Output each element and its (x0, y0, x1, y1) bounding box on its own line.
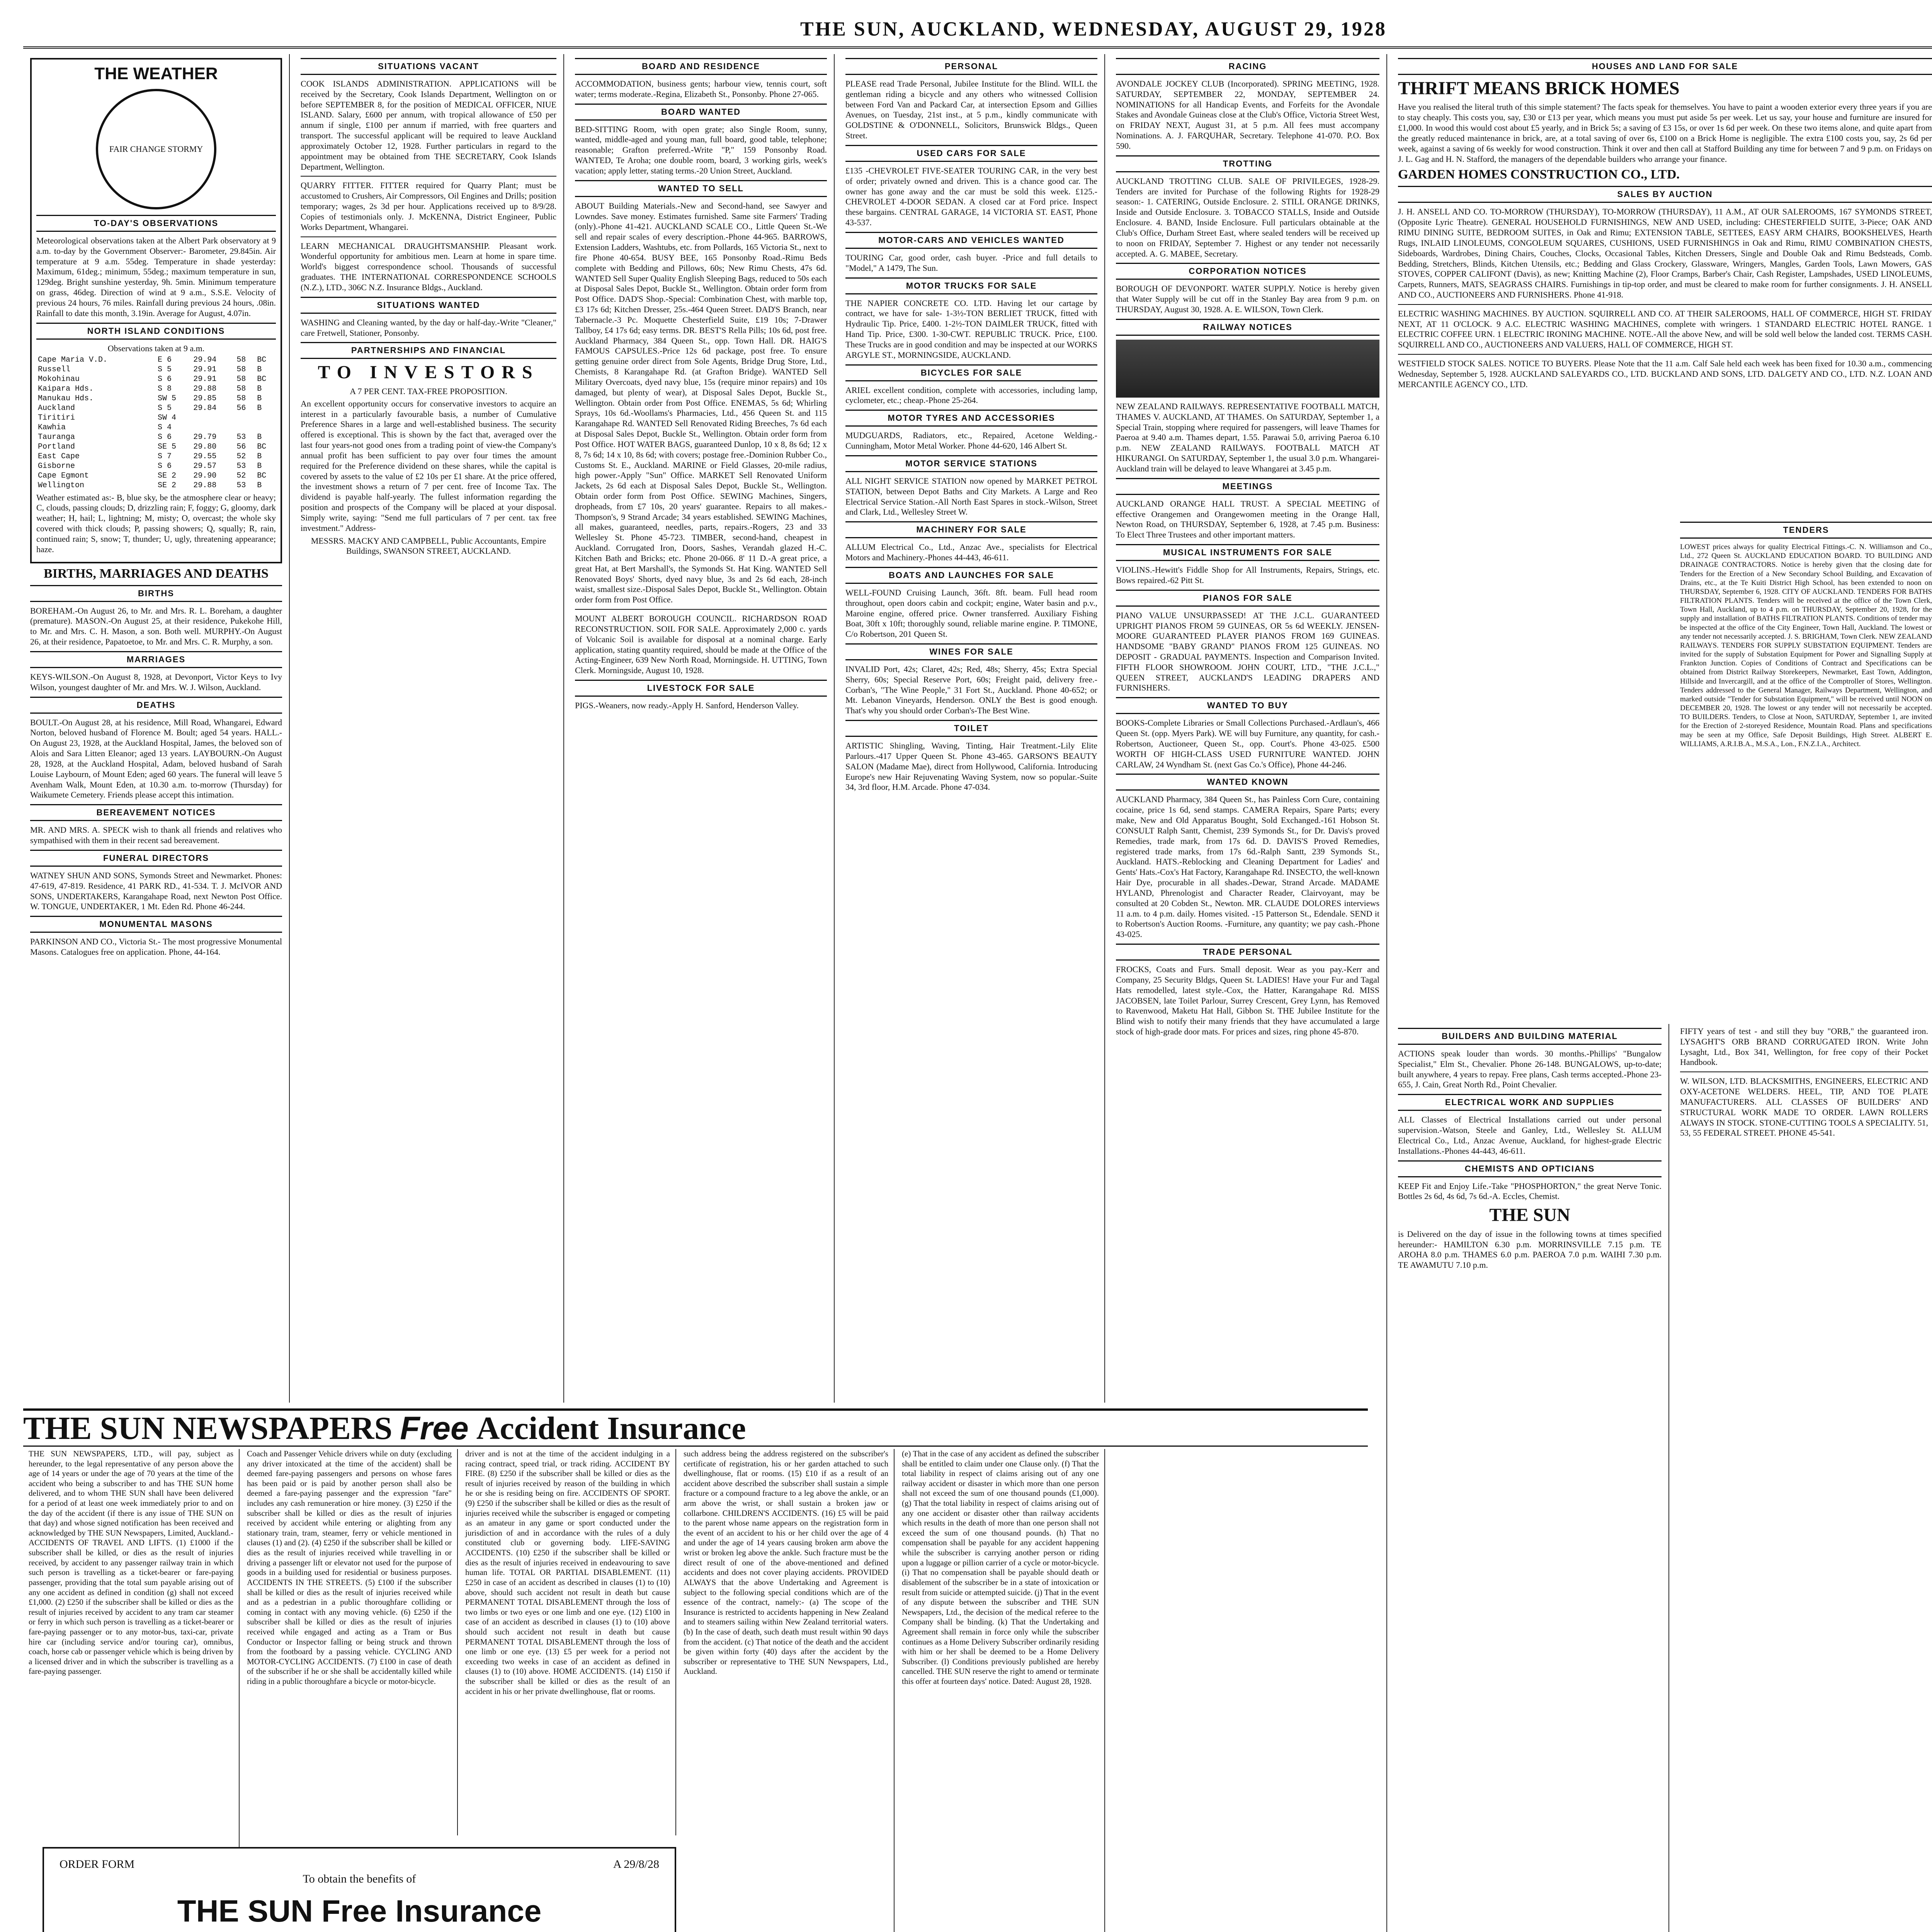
weather-cell: 29.85 (193, 394, 217, 403)
sun-delivery-title: THE SUN (1489, 1205, 1570, 1226)
chem-text: KEEP Fit and Enjoy Life.-Take "PHOSPHORTON," the great Nerve Tonic. Bottles 2s 6d, 4s 6d, 7s 6d.-A. Eccles, Chemist. (1398, 1181, 1662, 1201)
weather-row (36, 452, 276, 461)
weather-cell: B (257, 394, 262, 403)
weather-row (36, 365, 276, 374)
music-heading: MUSICAL INSTRUMENTS FOR SALE (1116, 544, 1379, 561)
bmd-title: BIRTHS, MARRIAGES AND DEATHS (44, 566, 269, 581)
weather-cell: S 6 (157, 432, 172, 442)
weather-cell: B (257, 403, 262, 413)
weather-cell: 58 (236, 355, 246, 364)
boats-heading: BOATS AND LAUNCHES FOR SALE (845, 567, 1097, 584)
weather-cell: 29.84 (193, 403, 217, 413)
trade-heading: TRADE PERSONAL (1116, 944, 1379, 961)
weather-cell: 56 (236, 442, 246, 451)
weather-cell: 53 (236, 481, 246, 490)
weather-cell: Portland (38, 442, 75, 451)
tenders-text: LOWEST prices always for quality Electrical Fittings.-C. N. Williamson and Co., Ltd., 272 Queen St. AUCKLAND EDUCATION BOARD. TO BUILDING AND DRAINAGE CONTRACTORS. Notice is hereby given that the closing date for Tenders for the Erection of a New Secondary School Building, and Excavation of Drains, etc., at the Te Kuiti District High School, has been extended to noon on THURSDAY, September 6, 1928. CITY OF AUCKLAND. TENDERS FOR BATHS FILTRATION PLANTS. Tenders will be received at the office of the Town Clerk, Town Hall, Auckland, up to 4 p.m. on THURSDAY, September 20, 1928, for the supply and installation of BATHS FILTRATION PLANTS. Conditions of tender may be inspected at the office of the City Engineer, Town Hall, Auckland. The lowest or any tender not necessarily accepted. J. S. BRIGHAM, Town Clerk. NEW ZEALAND RAILWAYS. TENDERS FOR SUPPLY SUBSTATION EQUIPMENT. Tenders are invited for the supply of Substation Equipment for Power and Signalling Supply at Frankton Junction. Copies of Conditions of Contract and Specifications can be obtained from District Railway Storekeepers, Newmarket, East Town, Addington, Hillside and Invercargill, and at the office of the Comptroller of Stores, Wellington. Tenders addressed to the General Manager, Railways Department, Wellington, and marked outside "Tender for Substation Equipment," will be received until NOON on DECEMBER 20, 1928. The lowest or any tender will not necessarily be accepted. TO BUILDERS. Tenders, to Close at Noon, SATURDAY, September 1, are invited for the Erection of 2-storeyed Residence, Mountain Road. Plans and specifications may be seen at my Office, Safe Deposit Buildings, High Street. ALBERT E. WILLIAMS, A.R.I.B.A., M.S.A., Lon., F.N.Z.I.A., Architect. (1680, 543, 1932, 748)
weather-cell: Cape Egmont (38, 471, 89, 480)
weather-row (36, 461, 276, 471)
bbm-text: ACTIONS speak louder than words. 30 months.-Phillips' "Bungalow Specialist," Elm St., Chevalier. Phone 26-148. BUNGALOWS, up-to-date; built anywhere, 4 years to repay. Free plans, Cash terms accepted.-Phone 23-655, J. Cain, Great North Rd., Point Chevalier. (1398, 1049, 1662, 1090)
racing-text: AVONDALE JOCKEY CLUB (Incorporated). SPRING MEETING, 1928. SATURDAY, SEPTEMBER 22, MONDAY, SEPTEMBER 24. NOMINATIONS for all Handicap Events, and Forfeits for the Avondale Stakes and Avondale Guineas close at the Club's Office, Victoria Street West, on FRIDAY NEXT, August 31, at 5 p.m. All fees must accompany Nominations. A. J. FARQUHAR, Secretary. Telephone 41-070. P.O. Box 590. (1116, 79, 1379, 151)
weather-row (36, 403, 276, 413)
weather-table (36, 355, 276, 490)
weather-cell: Gisborne (38, 461, 75, 471)
toilet-heading: TOILET (845, 720, 1097, 737)
weather-cell: Mokohinau (38, 374, 80, 384)
insurance-col-5: (e) That in the case of any accident as defined the subscriber shall be entitled to claim under one Clause only. (f) That the total liability in respect of claims arising out of any one railway accident or disaster in which more than one person shall not exceed the sum of one thousand pounds (£1,000). (g) That the total liability in respect of claims arising out of any one accident or disaster other than railway accidents which results in the death of more than one person shall not exceed the sum of one thousand pounds. (h) That no compensation shall be payable for any accident happening while the subscriber is carrying another person or riding upon a luggage or pillion carrier of a cycle or motor-bicycle. (i) That no compensation shall be payable should death or disablement of the subscriber be in a state of intoxication or result from suicide or attempted suicide. (j) That in the event of any dispute between the subscriber and THE SUN Newspapers, Ltd., the decision of the medical referee to the Company shall be binding. (k) That the Undertaking and Agreement shall remain in force only while the subscriber continues as a Home Delivery Subscriber ordinarily residing with him or her shall be deemed to be a Home Delivery Subscriber. (l) Conditions previously published are hereby cancelled. THE SUN reserve the right to amend or terminate this offer at fourteen days' notice. Dated: August 28, 1928. (896, 1449, 1105, 1932)
weather-cell: S 6 (157, 374, 172, 384)
machinery-text: ALLUM Electrical Co., Ltd., Anzac Ave., specialists for Electrical Motors and Machinery.-Phones 44-443, 46-611. (845, 542, 1097, 563)
bbm-heading: BUILDERS AND BUILDING MATERIAL (1398, 1028, 1662, 1045)
weather-cell (192, 413, 235, 423)
borough-notice: MOUNT ALBERT BOROUGH COUNCIL. RICHARDSON ROAD RECONSTRUCTION. SOIL FOR SALE. Approximately 2,000 c. yards of Volcanic Soil is available for disposal at a nominal charge. Early application, stating quantity required, should be made at the Office of the Acting-Engineer, 639 New North Road, Morningside. H. UTTING, Town Clerk. Morningside, August 10, 1928. (575, 614, 827, 675)
barometer-dial-icon (96, 89, 216, 209)
livestock-text: PIGS.-Weaners, now ready.-Apply H. Sanford, Henderson Valley. (575, 701, 799, 711)
weather-cell: S 5 (157, 403, 172, 413)
sell-text: ABOUT Building Materials.-New and Second-hand, see Sawyer and Lowndes. Save money. Estimates furnished. Same site Farmers' Trading (only).-Phone 41-421. AUCKLAND SCALE CO., Little Queen St.-We sell and repair scales of every description.-Phone 44-965. BARROWS, Extension Ladders, Washtubs, etc. from Pollards, 165 Victoria St., next to fire Phone 40-654. BUSY BEE, 165 Ponsonby Road.-Rimu Beds complete with Bedding and Pillows, 60s; New Rimu Chests, 47s 6d. WANTED Sell Super Quality English Sleeping Bags, reduced to 50s each at Disposal Sales Depot, Buckle St., Wellington. Obtain order form from Post Office. DAD'S Shop.-Special: Combination Chest, with marble top, £3 17s 6d; Kitchen Dresser, 25s.-464 Queen Street. DAD'S Branch, near Tabernacle.-3 Pc. Moquette Chesterfield Suite, £19 10s; 7-Drawer Tallboy, £4 17s 6d; easy terms. DR. BEST'S Rella Pills; 10s 6d, post free. Auckland Pharmacy, 384 Queen St., opp. Town Hall. DR. HAIG'S FAMOUS CAPSULES.-Price 12s 6d package, post free. To ensure getting genuine order direct from Sole Agents, Bridge Drug Store, Ltd., Chemists, 8 Karangahape Rd. (at Grafton Bridge). WANTED Sell Military Overcoats, dyed navy blue, 15s (require minor repairs) and 10s damaged, but plenty of wear), at Disposal Sales Depot, Buckle St., Wellington. Obtain order from Post Office. ENEMAS, 5s 6d; Whirling Sprays, 10s 6d.-Woollams's Pharmacies, Ltd., 456 Queen St. and 115 Karangahape Rd. WANTED Sell Renovated Riding Breeches, 7s 6d each at Disposal Sales Depot, Buckle St., Wellington. Obtain order form from Post Office. HOT WATER BAGS, guaranteed Dunlop, 10 x 8, 8s 6d; 12 x 8, 7s 6d; 14 x 10, 8s 6d; with covers; postage free.-Dominion Rubber Co., Customs St. E., Auckland. MARINE or Field Glasses, 20-mile radius, high power.-Apply "Sun" Office. MARKET Sell Renovated Uniform Jackets, 2s 6d each at Disposal Sales Depot, Buckle St., Wellington. Obtain order form from Post Office. SEWING Machines, Singers, dropheads, from £7 10s, 20 years' guarantee. Repairs to all makes.-Thompson's, 9 Strand Arcade; 34 years established. SEWING Machines, all makes, guaranteed, needles, parts, repairs.-Rogers, 23 and 33 Wellesley St. Phone 45-723. TIMBER, second-hand, cheapest in Auckland. Corrugated Iron, Doors, Sashes, Verandah glazed H.-C. Kitchen Bath and Bricks; etc. Phone 20-066. 8' 11 D.-A great price, a great Hat, at Bert Marshall's, the Symonds St. Hat King. WANTED Sell Renovated Boys' Shorts, dyed navy blue, 3s and 2s 6d each, 28-inch waist, smallest size.-Disposal Sales Depot, Buckle St., Wellington. Obtain order form from Post Office. (575, 201, 827, 605)
investors-address: MESSRS. MACKY AND CAMPBELL, Public Accountants, Empire Buildings, SWANSON STREET, AUCKLAND. (311, 536, 546, 556)
thrift-title: THRIFT MEANS BRICK HOMES (1398, 78, 1680, 99)
column-weather (23, 54, 290, 1403)
bw-heading: BOARD WANTED (575, 104, 827, 121)
weather-cell (235, 413, 255, 423)
orb-ad: FIFTY years of test - and still they buy "ORB," the guaranteed iron. LYSAGHT'S ORB BRAND CORRUGATED IRON. Write John Lysaght, Ltd., Box 341, Wellington, for free copy of their Pocket Handbook. (1680, 1026, 1928, 1067)
weather-cell: Kaipara Hds. (38, 384, 94, 393)
weather-row (36, 384, 276, 394)
weather-cell: BC (257, 374, 267, 384)
obs-text: Meteorological observations taken at the Albert Park observatory at 9 a.m. to-day by the Government Observer:- Barometer, 29.845in. Air temperature at 9 a.m. 55deg. Temperature in shade yesterday: Maximum, 61deg.; minimum, 55deg.; maximum temperature in sun, 129deg. Bright sunshine yesterday, 9h. 5min. Minimum temperature on grass, 46deg. Direction of wind at 9 a.m., S.S.E. Velocity of previous 24 hours, 76 miles. Rainfall during previous 24 hours, .08in. Rainfall to date this month, 3.19in. Average for August, 4.07in. (36, 236, 276, 318)
weather-cell (235, 423, 255, 432)
banner-free: Free (400, 1410, 469, 1446)
column-personal (838, 54, 1105, 1403)
service-heading: MOTOR SERVICE STATIONS (845, 455, 1097, 472)
weather-cell: Kawhia (38, 423, 66, 432)
known-text: AUCKLAND Pharmacy, 384 Queen St., has Painless Corn Cure, containing cocaine, price 1s 6d, send stamps. CAMERA Repairs, Spare Parts; every make, New and Old Apparatus Bought, Sold Exchanged.-161 Hobson St. CONSULT Ralph Santt, Chemist, 239 Symonds St., for Dr. Davis's proved Remedies, trade mark, from 17s 6d. D. DAVIS'S Proved Remedies, registered trade marks, from 17s 6d.-Ralph Santt, 239 Symonds St., Auckland. HATS.-Reblocking and Cleaning Department for Ladies' and Gents' Hats.-Cox's Hat Factory, Karangahape Rd. INSECTO, the well-known Hair Dye, procurable in all shades.-Dewar, Strand Arcade. MADAME HYLAND, Phrenologist and Character Reader, Clairvoyant, may be consulted at 20 Cobden St., Newton. MR. CLAUDE DOLORES interviews 11 a.m. to 4 p.m. daily. Homes visited. -15 Patterson St., Edendale. SEND it to Robertson's Auction Rooms. -Furniture, any quantity; we pay cash.-Phone 43-025. (1116, 794, 1379, 939)
weather-cell: B (257, 365, 262, 374)
weather-cell: Wellington (38, 481, 85, 490)
weather-cell: 58 (236, 365, 246, 374)
weather-row (36, 471, 276, 481)
weather-cell: SW 5 (157, 394, 176, 403)
column-tenders (1673, 518, 1932, 1020)
buy-text: BOOKS-Complete Libraries or Small Collections Purchased.-Ardlaun's, 466 Queen St. (opp. Myers Park). WE will buy Furniture, any quantity, for cash.-Robertson, Auctioneer, Queen St., opp. Court's. Phone 43-025. £500 WORTH OF HIGH-CLASS USED FURNITURE WANTED. JOHN CARLAW, 24 Wyndham St. (next Gas Co.'s Office), Phone 44-246. (1116, 718, 1379, 769)
column-racing (1109, 54, 1387, 1932)
pianos-heading: PIANOS FOR SALE (1116, 590, 1379, 607)
weather-cell: 52 (236, 452, 246, 461)
weather-cell: B (257, 384, 262, 393)
weather-row (36, 423, 276, 432)
buy-heading: WANTED TO BUY (1116, 697, 1379, 714)
weather-row (36, 413, 276, 423)
column-board (568, 54, 835, 1403)
houses-heading: HOUSES AND LAND FOR SALE (1398, 58, 1932, 75)
deaths-text: BOULT.-On August 28, at his residence, Mill Road, Whangarei, Edward Norton, beloved husband of Florence M. Boult; aged 54 years. HALL.-On August 23, 1928, at the Auckland Hospital, James, the beloved son of Alois and Sara Litten Eleanor; aged 13 years. LAYBOURN.-On August 28, 1928, at the Auckland Hospital, Adam, beloved husband of Sarah Louise Laybourn, of Mount Eden; aged 60 years. The funeral will leave 5 Avenham Walk, Mount Eden, at 10.30 a.m. to-morrow (Thursday) for Waikumete Cemetery. Friends please accept this intimation. (30, 717, 282, 800)
weather-cell: 29.79 (193, 432, 217, 442)
births-heading: BIRTHS (30, 585, 282, 602)
rail-text: NEW ZEALAND RAILWAYS. REPRESENTATIVE FOOTBALL MATCH, THAMES V. AUCKLAND, AT THAMES. On SATURDAY, September 1, a Special Train, stopping where required for passengers, will leave Thames for Paeroa at 9.40 a.m. Thames depart, 1.55. Parawai 5.0, arriving Paeroa 6.10 p.m. NEW ZEALAND RAILWAYS. FOOTBALL MATCH AT HIKURANGI. On SATURDAY, September 1, the usual 3.0 p.m. Whangarei-Auckland train will be delayed to leave Whangarei at 3.45 p.m. (1116, 401, 1379, 473)
learn-ad: LEARN MECHANICAL DRAUGHTSMANSHIP. Pleasant work. Wonderful opportunity for ambitious men. Learn at home in spare time. World's biggest correspondence school. Thousands of successful graduates. THE INTERNATIONAL CORRESPONDENCE SCHOOLS (N.Z.), LTD., 306C N.Z. Insurance Bldgs., Auckland. (301, 241, 556, 292)
pianos-text: PIANO VALUE UNSURPASSED! AT THE J.C.L. GUARANTEED UPRIGHT PIANOS FROM 59 GUINEAS, OR 5s 6d WEEKLY. JENSEN-MOORE GUARANTEED PLAYER PIANOS FROM 169 GUINEAS. HANDSOME "BABY GRAND" PIANOS FROM 125 GUINEAS. NO DEPOSIT - GRADUAL PAYMENTS. Inspection and Comparison Invited. FIFTH FLOOR SHOWROOM. JOHN COURT, LTD., "THE J.C.L.," QUEEN STREET, AUCKLAND'S LEADING DRAPERS AND FURNISHERS. (1116, 610, 1379, 693)
weather-cell: 29.91 (193, 365, 217, 374)
partner-heading: PARTNERSHIPS AND FINANCIAL (301, 342, 556, 359)
order-obtain: To obtain the benefits of (303, 1872, 416, 1885)
weather-cell: 29.55 (193, 452, 217, 461)
thrift-text: Have you realised the literal truth of this simple statement? The facts speak for themselves. You have to paint a wooden exterior every three years if you are to stay cheaply. This costs you, say, £30 or £13 per year, which means you must put aside 5s per week. Let us say, your house and furniture are insured for £1,000. In wood this would cost about £5 yearly, and in Brick 5s; a saving of £3 15s, or over 1s 6d per week. On these two items alone, and quite apart from the greatly reduced maintenance in brick, are, at a total saving of over 6s, £100 on a Brick Home is negligible. The extra £100 costs you, say, 2s 6d per week, against a saving of 6s weekly for wood construction. Think it over and then call at Stafford Building any time for between 7 and 9 p.m. on Fridays on J. L. Gag and H. N. Stafford, the managers of the dependable builders who arrange your finance. (1398, 102, 1932, 164)
insurance-col-1: THE SUN NEWSPAPERS, LTD., will pay, subject as hereunder, to the legal representative of any person above the age of 14 years or under the age of 70 years at the time of the accident who being a subscriber to and has THE SUN home delivered, and to whom THE SUN shall have been delivered for a period of at least one week immediately prior to and on the day of the accident (if there is any issue of THE SUN on that day) and whose signed notification has been received and acknowledged by THE SUN Newspapers, Limited, Auckland.- ACCIDENTS OF TRAVEL AND LIFTS. (1) £1000 if the subscriber shall be killed, or dies as the result of injuries received, by accident to any passenger railway train in which such person is travelling as a ticket-bearer or fare-paying passenger, providing that the total sum payable arising out of any one accident as defined in condition (g) shall not exceed £1,000. (2) £250 if the subscriber shall be killed or dies as the result of injuries received by accident to any tram car steamer or ferry in which such person is travelling as a ticket-bearer or fare-paying passenger or to any motor-bus, taxi-car, private hire car (including service and/or touring car), omnibus, coach, horse cab or passenger vehicle which is being driven by a licensed driver and in which the subscriber is travelling as a fare-paying passenger. (23, 1449, 240, 1847)
board-heading: BOARD AND RESIDENCE (575, 58, 827, 75)
racing-heading: RACING (1116, 58, 1379, 75)
weather-cell: Russell (38, 365, 71, 374)
weather-cell: B (257, 452, 262, 461)
weather-cell: 29.88 (193, 384, 217, 393)
ni-sub: Observations taken at 9 a.m. (107, 343, 205, 353)
weather-cell: Manukau Hds. (38, 394, 94, 403)
train-illustration-icon (1116, 340, 1379, 398)
banner-part-b: Accident Insurance (476, 1410, 746, 1446)
weather-row (36, 394, 276, 403)
mcv-text: TOURING Car, good order, cash buyer. -Price and full details to "Model," A 1479, The Sun. (845, 252, 1097, 273)
bereave-text: MR. AND MRS. A. SPECK wish to thank all friends and relatives who sympathised with them in their recent sad bereavement. (30, 825, 282, 845)
weather-cell: Tauranga (38, 432, 75, 442)
masthead-title: THE SUN, AUCKLAND, WEDNESDAY, AUGUST 29, 1928 (800, 18, 1387, 40)
ew-heading: ELECTRICAL WORK AND SUPPLIES (1398, 1094, 1662, 1111)
monumental-text: PARKINSON AND CO., Victoria St.- The most progressive Monumental Masons. Catalogues free on application. Phone, 44-164. (30, 937, 282, 957)
marriages-heading: MARRIAGES (30, 651, 282, 668)
weather-cell: B (257, 461, 262, 471)
weather-cell: 29.91 (193, 374, 217, 384)
weather-cell (192, 423, 235, 432)
auction-text: J. H. ANSELL AND CO. TO-MORROW (THURSDAY), TO-MORROW (THURSDAY), 11 A.M., AT OUR SALEROOMS, 167 SYMONDS STREET, (Opposite Lyric Theatre). GENERAL HOUSEHOLD FURNISHINGS, NEW AND USED, including: CHESTERFIELD SUITE, 3-Piece; OAK AND RIMU DINING SUITE, BEDROOM SUITES, in Oak and Rimu; EXTENSION TABLE, SETTEES, EASY ARM CHAIRS, BOOKSHELVES, Hearth Rugs, INLAID LINOLEUMS, CONGOLEUM SQUARES, CUSHIONS, USED FURNISHINGS in Oak and Rimu, RIMU COMBINATION CHESTS, Sideboards, Wardrobes, Dining Chairs, Couches, Clocks, Occasional Tables, Kitchen Dressers, Single and Double Oak and Rimu Bedsteads, Comb. Bedding, Stretchers, Blinds, Kitchen Utensils, etc.; Bedding and Glass Crockery, Glassware, Wringers, Mangles, Garden Tools, Lawn Mowers, GAS STOVES, COPPER CALIFONT (Davis), as new; Knitting Machine (2), Floor Cramps, Barber's Chair, Cash Register, Lampshades, USED LINOLEUMS, Carpets, Runners, MATS, SEAGRASS CHAIRS. Furnishings in tip-top order, and must be cleared to make room for further consignments. J. H. ANSELL AND CO., AUCTIONEERS AND FURNISHERS. Phone 41-918. (1398, 207, 1932, 299)
auction-heading: SALES BY AUCTION (1398, 186, 1932, 203)
bicycles-text: ARIEL excellent condition, complete with accessories, including lamp, cyclometer, etc.; cheap.-Phone 25-264. (845, 385, 1097, 405)
rail-heading: RAILWAY NOTICES (1116, 319, 1379, 336)
weather-cell: B (257, 432, 262, 442)
insurance-col-2: Coach and Passenger Vehicle drivers while on duty (excluding any driver intoxicated at the time of the accident) shall be deemed fare-paying passengers and persons on whose fares has been paid or is paid by another person shall also be deemed a fare-paying passenger and the expression "fare" includes any cash remuneration or hire money. (3) £250 if the subscriber shall be killed or dies as the result of injuries received by accident while entering or alighting from any stationary train, tram, steamer, ferry or vehicle mentioned in clauses (1) and (2). (4) £250 if the subscriber shall be killed or dies as the result of injuries received while travelling in or driving a passenger lift or elevator not used for the purpose of goods in a building used for residential or business purposes. ACCIDENTS IN THE STREETS. (5) £100 if the subscriber shall be killed or dies as the result of injuries received while and as a pedestrian in a public thoroughfare colliding or coming in contact with any moving vehicle. (6) £250 if the subscriber shall be killed or dies as the result of injuries received while engaged and acting as a Tram or Bus Conductor or Inspector falling or being struck and thrown from the footboard by a passing vehicle. CYCLING AND MOTOR-CYCLING ACCIDENTS. (7) £100 in case of death of the subscriber if he or she shall be accidentally killed while riding in a public thoroughfare a bicycle or motor-bicycle. (242, 1449, 458, 1835)
mcv-heading: MOTOR-CARS AND VEHICLES WANTED (845, 232, 1097, 249)
trotting-text: AUCKLAND TROTTING CLUB. SALE OF PRIVILEGES, 1928-29. Tenders are invited for Purchase of the following Rights for 1928-29 season:- 1. CATERING, Outside Enclosure. 2. STILL ORANGE DRINKS, Inside and Outside Enclosure. 3. TOBACCO STALLS, Inside and Outside Enclosure. 4. BAND, Inside Enclosure. Full particulars obtainable at the Club's Office, Durham Street East, where sealed tenders will be received up to noon on FRIDAY, September 7. Highest or any tender not necessarily accepted. A. G. MABEE, Secretary. (1116, 176, 1379, 259)
newspaper-page (23, 15, 1932, 1932)
wanted-heading: SITUATIONS WANTED (301, 297, 556, 314)
weather-row (36, 481, 276, 490)
chem-heading: CHEMISTS AND OPTICIANS (1398, 1160, 1662, 1177)
tyres-text: MUDGUARDS, Radiators, etc., Repaired, Acetone Welding.-Cunningham, Motor Metal Worker. Phone 44-620, 146 Albert St. (845, 430, 1097, 451)
weather-title: THE WEATHER (94, 64, 218, 83)
dial-text: FAIR CHANGE STORMY (109, 144, 203, 154)
livestock-heading: LIVESTOCK FOR SALE (575, 680, 827, 697)
weather-cell: Auckland (38, 403, 75, 413)
bw-text: BED-SITTING Room, with open grate; also Single Room, sunny, wanted, middle-aged and young man, full board, good table, telephone; reasonable; Grafton preferred.-Write "P," 159 Ponsonby Road. WANTED, Te Aroha; one double room, board, 3 working girls, week's vacation; apply letter, stating terms.-20 Union Street, Auckland. (575, 124, 827, 175)
weather-row (36, 355, 276, 365)
masthead (23, 15, 1932, 49)
weather-cell: S 7 (157, 452, 172, 461)
tenders-heading: TENDERS (1680, 522, 1932, 539)
insurance-banner (23, 1408, 1368, 1447)
marriages-text: KEYS-WILSON.-On August 8, 1928, at Devonport, Victor Keys to Ivy Wilson, youngest daughter of Mr. and Mrs. W. J. Wilson, Auckland. (30, 672, 282, 692)
weather-cell: East Cape (38, 452, 80, 461)
known-heading: WANTED KNOWN (1116, 774, 1379, 791)
weather-cell: SE 5 (157, 442, 176, 451)
weather-cell: 58 (236, 374, 246, 384)
investors-sub: A 7 PER CENT. TAX-FREE PROPOSITION. (350, 386, 507, 396)
board-text: ACCOMMODATION, business gents; harbour view, tennis court, soft water; terms moderate.-Regina, Elizabeth St., Ponsonby. Phone 27-065. (575, 79, 827, 99)
weather-cell: 29.57 (193, 461, 217, 471)
sell-heading: WANTED TO SELL (575, 180, 827, 197)
weather-cell: S 6 (157, 461, 172, 471)
weather-cell: SW 4 (157, 413, 176, 422)
personal-text: PLEASE read Trade Personal, Jubilee Institute for the Blind. WILL the gentleman riding a bicycle and any others who witnessed Collision between Ford Van and Packard Car, at intersection Epsom and Gillies Avenues, on Tuesday, 21st inst., at 5 p.m., kindly communicate with GOLDSTINE & O'DONNELL, Solicitors, Brunswick Bldgs., Queen Street. (845, 79, 1097, 141)
weather-row (36, 432, 276, 442)
deaths-heading: DEATHS (30, 697, 282, 714)
wanted-text: WASHING and Cleaning wanted, by the day or half-day.-Write "Cleaner," care Fretwell, Stationer, Ponsonby. (301, 317, 556, 338)
column-orb (1673, 1024, 1932, 1932)
weather-row (36, 442, 276, 452)
toilet-text: ARTISTIC Shingling, Waving, Tinting, Hair Treatment.-Lily Elite Parlours.-417 Upper Queen St. Phone 43-465. GARSON'S BEAUTY SALON (Madame Mae), direct from Hollywood, California. Introducing Europe's new Hair Rejuvenating Waving System, now so popular.-Suite 34, 3rd floor, H.M. Arcade. Phone 47-034. (845, 741, 1097, 792)
weather-cell: S 4 (157, 423, 172, 432)
weather-cell: 53 (236, 432, 246, 442)
wines-heading: WINES FOR SALE (845, 643, 1097, 660)
electric-auction: ELECTRIC WASHING MACHINES. BY AUCTION. SQUIRRELL AND CO. AT THEIR SALEROOMS, HALL OF COMMERCE, HIGH ST. FRIDAY NEXT, AT 11 O'CLOCK. 9 A.C. ELECTRIC WASHING MACHINES, complete with wringers. 1 STANDARD ELECTRIC HOTEL RANGE. 1 ELECTRIC COFFEE URN. 1 ELECTRIC IRONING MACHINE. NOTE.-All the above New, and will be sold well below the landed cost. TERMS CASH. SQUIRRELL AND CO., AUCTIONEERS AND VALUERS, HALL OF COMMERCE, HIGH ST. (1398, 308, 1932, 350)
vacant-heading: SITUATIONS VACANT (301, 58, 556, 75)
banner-part-a: THE SUN NEWSPAPERS (23, 1410, 393, 1446)
weather-estimate: Weather estimated as:- B, blue sky, be the atmosphere clear or heavy; C, clouds, passing clouds; D, drizzling rain; F, foggy; G, gloomy, dark weather; H, hail; L, lightning; M, misty; O, overcast; the whole sky covered with thick clouds; P, passing showers; Q, squally; R, rain, continued rain; S, snow; T, thunder; U, ugly, threatening appearance; haze. (36, 492, 276, 554)
cars-heading: USED CARS FOR SALE (845, 145, 1097, 162)
weather-box (30, 58, 282, 563)
weather-cell: BC (257, 471, 267, 480)
weather-cell: 53 (236, 461, 246, 471)
boats-text: WELL-FOUND Cruising Launch, 36ft. 8ft. beam. Full head room throughout, open doors cabin and cockpit; engine, Water basin and p.v., Maroine engine, offered price. Owner transferred. Auxiliary Fishing Boat, 30ft x 10ft; thoroughly sound, reliable marine engine. P. TIMONE, C/o Robertson, 201 Queen St. (845, 587, 1097, 639)
personal-heading: PERSONAL (845, 58, 1097, 75)
meet-text: AUCKLAND ORANGE HALL TRUST. A SPECIAL MEETING of effective Orangemen and Orangewomen meeting in the Orange Hall, Newton Road, on THURSDAY, September 6, 1928, at 7.45 p.m. Business: To Elect Three Trustees and other important matters. (1116, 498, 1379, 540)
trucks-text: THE NAPIER CONCRETE CO. LTD. Having let our cartage by contract, we have for sale- 1-3½-TON BERLIET TRUCK, fitted with Hydraulic Tip. Price, £400. 1-2½-TON DAIMLER TRUCK, fitted with Hand Tip. Price, £300. 1-30-CWT. REPUBLIC TRUCK. Price, £100. These Trucks are in good condition and may be inspected at our WORKS ARGYLE ST., MORNINGSIDE, AUCKLAND. (845, 298, 1097, 360)
column-situations (294, 54, 564, 1403)
investors-title: TO INVESTORS (318, 362, 539, 383)
column-building (1391, 1024, 1669, 1932)
obs-heading: TO-DAY'S OBSERVATIONS (36, 215, 276, 232)
corp-text: BOROUGH OF DEVONPORT. WATER SUPPLY. Notice is hereby given that Water Supply will be cut off in the Stanley Bay area from 9 p.m. on THURSDAY, August 30, 1928. A. E. WILSON, Town Clerk. (1116, 284, 1379, 315)
ew-text: ALL Classes of Electrical Installations carried out under personal supervision.-Watson, Steele and Ganley, Ltd., Wellesley St. ALLUM Electrical Co., Ltd., Anzac Avenue, Auckland, for highest-grade Electric Installations.-Phones 44-443, 46-611. (1398, 1115, 1662, 1156)
weather-cell: Tiritiri (38, 413, 75, 422)
machinery-heading: MACHINERY FOR SALE (845, 521, 1097, 538)
order-label: ORDER FORM (60, 1858, 135, 1871)
weather-cell: 29.80 (193, 442, 217, 451)
weather-cell: SE 2 (157, 481, 176, 490)
weather-cell: BC (257, 442, 267, 451)
meet-heading: MEETINGS (1116, 478, 1379, 495)
investors-text: An excellent opportunity occurs for conservative investors to acquire an interest in a particularly favourable basis, a number of Cumulative Preference Shares in a large and well-established business. The security offered is exceptional. This is shown by the fact that, averaged over the last four years-not good ones from a trading point of view-the Company's annual profit has been sufficient to pay over four times the amount required for the Preference dividend on these shares, while the capital is covered by assets to the value of £2 10s per £1 share. At the price offered, the investment shows a return of 7 per cent. free of Income Tax. The dividend is payable half-yearly. The fullest information regarding the position and prospects of the Company will be placed at your disposal. Simply write, saying: "Send me full particulars of 7 per cent. tax free investment." Address- (301, 398, 556, 533)
cars-text: £135 -CHEVROLET FIVE-SEATER TOURING CAR, in the very best of order; privately owned and driven. This is a chance good car. The owner has gone away and the car must be sold this week. £125.-CHEVROLET 4-DOOR SEDAN. A closed car at Ford price. Inspect these bargains. CENTRAL GARAGE, 14 VICTORIA ST. EAST, Phone 43-537. (845, 165, 1097, 228)
weather-cell: 58 (236, 384, 246, 393)
wines-text: INVALID Port, 42s; Claret, 42s; Red, 48s; Sherry, 45s; Extra Special Sherry, 60s; Special Reserve Port, 60s; Freight paid, delivery free.-Corban's, "The Wine People," 31 Fort St., Auckland. Phone 40-652; or Mt. Lebanon Vineyards, Henderson. ONLY the Best is good enough. That's why you should order Corban's-The Best Wine. (845, 664, 1097, 716)
order-form (43, 1847, 676, 1932)
weather-cell: Cape Maria V.D. (38, 355, 108, 364)
trade-text: FROCKS, Coats and Furs. Small deposit. Wear as you pay.-Kerr and Company, 25 Security Bldgs, Queen St. LADIES! Have your Fur and Tagal Hats remodelled, latest style.-Cox, the Hatter, Karangahape Rd. MISS JACOBSEN, late Toilet Parlour, Surrey Crescent, Grey Lynn, has Removed to Ravenwood, Maketu Hat Hall, Gibbon St. THE Jubilee Institute for the Blind wish to notify their many friends that they have accumulated a large stock of high-grade door mats. For prices and sizes, ring phone 45-870. (1116, 964, 1379, 1036)
funeral-heading: FUNERAL DIRECTORS (30, 850, 282, 867)
tyres-heading: MOTOR TYRES AND ACCESSORIES (845, 410, 1097, 427)
trucks-heading: MOTOR TRUCKS FOR SALE (845, 277, 1097, 294)
funeral-text: WATNEY SHUN AND SONS, Symonds Street and Newmarket. Phones: 47-619, 47-819. Residence, 41 PARK RD., 41-534. T. J. McIVOR AND SONS, UNDERTAKERS, Karangahape Road, next Newton Post Office. W. TONGUE, UNDERTAKER, 1 Mt. Eden Rd. Phone 46-244. (30, 870, 282, 912)
corp-heading: CORPORATION NOTICES (1116, 263, 1379, 280)
weather-cell: 56 (236, 403, 246, 413)
trotting-heading: TROTTING (1116, 155, 1379, 172)
bicycles-heading: BICYCLES FOR SALE (845, 364, 1097, 381)
weather-cell: S 5 (157, 365, 172, 374)
order-title: THE SUN Free Insurance (177, 1894, 542, 1928)
births-text: BOREHAM.-On August 26, to Mr. and Mrs. R. L. Boreham, a daughter (premature). MASON.-On August 25, at their residence, Pukekohe Hill, to Mr. and Mrs. C. H. Mason, a son. Both well. MURPHY.-On August 26, at their residence, Papatoetoe, to Mr. and Mrs. C. R. Murphy, a son. (30, 605, 282, 647)
wilson-ad: W. WILSON, LTD. BLACKSMITHS, ENGINEERS, ELECTRIC AND OXY-ACETONE WELDERS. HEEL, TIP, AND TOE PLATE MANUFACTURERS. ALL CLASSES OF BUILDERS' AND STRUCTURAL WORK MADE TO ORDER. LAWN ROLLERS ALWAYS IN STOCK. STONE-CUTTING TOOLS A SPECIALITY. 51, 53, 55 FEDERAL STREET. PHONE 45-541. (1680, 1076, 1928, 1138)
weather-cell: 29.90 (193, 471, 217, 480)
order-ref: A 29/8/28 (613, 1858, 659, 1871)
bereave-heading: BEREAVEMENT NOTICES (30, 804, 282, 821)
music-text: VIOLINS.-Hewitt's Fiddle Shop for All Instruments, Repairs, Strings, etc. Bows repaired.-62 Pitt St. (1116, 565, 1379, 585)
monumental-heading: MONUMENTAL MASONS (30, 916, 282, 933)
weather-cell: SE 2 (157, 471, 176, 480)
sun-delivery-text: is Delivered on the day of issue in the following towns at times specified hereunder:- HAMILTON 6.30 p.m. MORRINSVILLE 7.15 p.m. TE AROHA 8.0 p.m. THAMES 6.0 p.m. PAEROA 7.0 p.m. WAIHI 7.30 p.m. TE AWAMUTU 7.10 p.m. (1398, 1229, 1662, 1270)
ni-heading: NORTH ISLAND CONDITIONS (36, 323, 276, 340)
weather-cell: 52 (236, 471, 246, 480)
weather-row (36, 374, 276, 384)
weather-cell: S 8 (157, 384, 172, 393)
insurance-col-4: such address being the address registered on the subscriber's certificate of registration, his or her garden attached to such dwellinghouse, flat or rooms. (15) £10 if as a result of an accident above described the subscriber shall sustain a simple fracture or a compound fracture to a leg above the ankle, or an arm above the wrist, or shall sustain a broken jaw or collarbone. CHILDREN'S ACCIDENTS. (16) £5 will be paid to the parent whose name appears on the registration form in the event of an accident to his or her child over the age of 4 and under the age of 14 years causing broken arm above the wrist or broken leg above the ankle. Such fracture must be the direct result of one of the above-mentioned and defined accidents and does not cover playing accidents. PROVIDED ALWAYS that the above Undertaking and Agreement is subject to the following special conditions which are of the essence of the contract, namely:- (a) The scope of the Insurance is restricted to accidents happening in New Zealand and to steamers sailing within New Zealand territorial waters. (b) In the case of death, such death must result within 90 days from the accident. (c) That notice of the death and the accident be given within forty (40) days after the accident by the subscriber or representative to THE SUN Newspapers, Ltd., Auckland. (678, 1449, 895, 1932)
garden-homes: GARDEN HOMES CONSTRUCTION CO., LTD. (1398, 167, 1680, 182)
weather-cell: 58 (236, 394, 246, 403)
quarry-ad: QUARRY FITTER. FITTER required for Quarry Plant; must be accustomed to Crushers, Air Compressors, Oil Engines and Drills; position temporary; wages, 2s 3d per hour. Applications received up to 8/9/28. Copies of testimonials only. J. McKENNA, District Engineer, Public Works Department, Whangarei. (301, 180, 556, 232)
vacant-text: COOK ISLANDS ADMINISTRATION. APPLICATIONS will be received by the Secretary, Cook Islands Department, Wellington on or before SEPTEMBER 8, for the position of MEDICAL OFFICER, NIUE ISLAND. Salary, £600 per annum, with tropical allowance of £50 per annum if single, £100 per annum if married, with free quarters and transport. The successful applicant will be required to leave Auckland approximately October 12, 1928. Further particulars in regard to the appointment may be obtained from THE SECRETARY, Cook Islands Department, Wellington. (301, 79, 556, 172)
insurance-col-3: driver and is not at the time of the accident indulging in a racing contract, speed trial, or track riding. ACCIDENT BY FIRE. (8) £250 if the subscriber shall be killed or dies as the result of injuries received by reason of the building in which he or she is residing being on fire. ACCIDENTS OF SPORT. (9) £250 if the subscriber shall be killed or dies as the result of injuries received while the subscriber is engaged or competing as an amateur in any game or sport conducted under the jurisdiction of and in accordance with the rules of a duly constituted club or governing body. LIFE-SAVING ACCIDENTS. (10) £250 if the subscriber shall be killed or dies as the result of injuries received in endeavouring to save human life. TOTAL OR PARTIAL DISABLEMENT. (11) £250 in case of an accident as described in clauses (1) to (10) above, should such accident not result in death but cause PERMANENT TOTAL DISABLEMENT through the loss of two limbs or two eyes or one limb and one eye. (12) £100 in case of an accident as described in clauses (1) to (10) above should such accident not result in death but cause PERMANENT TOTAL DISABLEMENT through the loss of one limb or one eye. (13) £5 per week for a period not exceeding two weeks in case of an accident as defined in clauses (1) to (10) above. HOME ACCIDENTS. (14) £150 if the subscriber shall be killed or dies as the result of an accident in his or her private dwellinghouse, flat or rooms. (460, 1449, 676, 1835)
weather-cell: B (257, 481, 262, 490)
service-text: ALL NIGHT SERVICE STATION now opened by MARKET PETROL STATION, between Depot Baths and City Markets. A Large and Reo Electrical Service Station.-All North East Spares in stock.-Wilson, Street and Clark, Ltd., Wellesley Street W. (845, 476, 1097, 517)
weather-cell: E 6 (157, 355, 172, 364)
weather-cell: 29.88 (193, 481, 217, 490)
weather-cell: 29.94 (193, 355, 217, 364)
weather-cell (255, 413, 276, 423)
weather-cell (255, 423, 276, 432)
stock-sales: WESTFIELD STOCK SALES. NOTICE TO BUYERS. Please Note that the 11 a.m. Calf Sale held each week has been fixed for 10.30 a.m., commencing Wednesday, September 5, 1928. AUCKLAND SALEYARDS CO., LTD. BUCKLAND AND SONS, LTD. DALGETY AND CO., LTD. N.Z. LOAN AND MERCANTILE AGENCY CO., LTD. (1398, 359, 1932, 389)
weather-cell: BC (257, 355, 267, 364)
